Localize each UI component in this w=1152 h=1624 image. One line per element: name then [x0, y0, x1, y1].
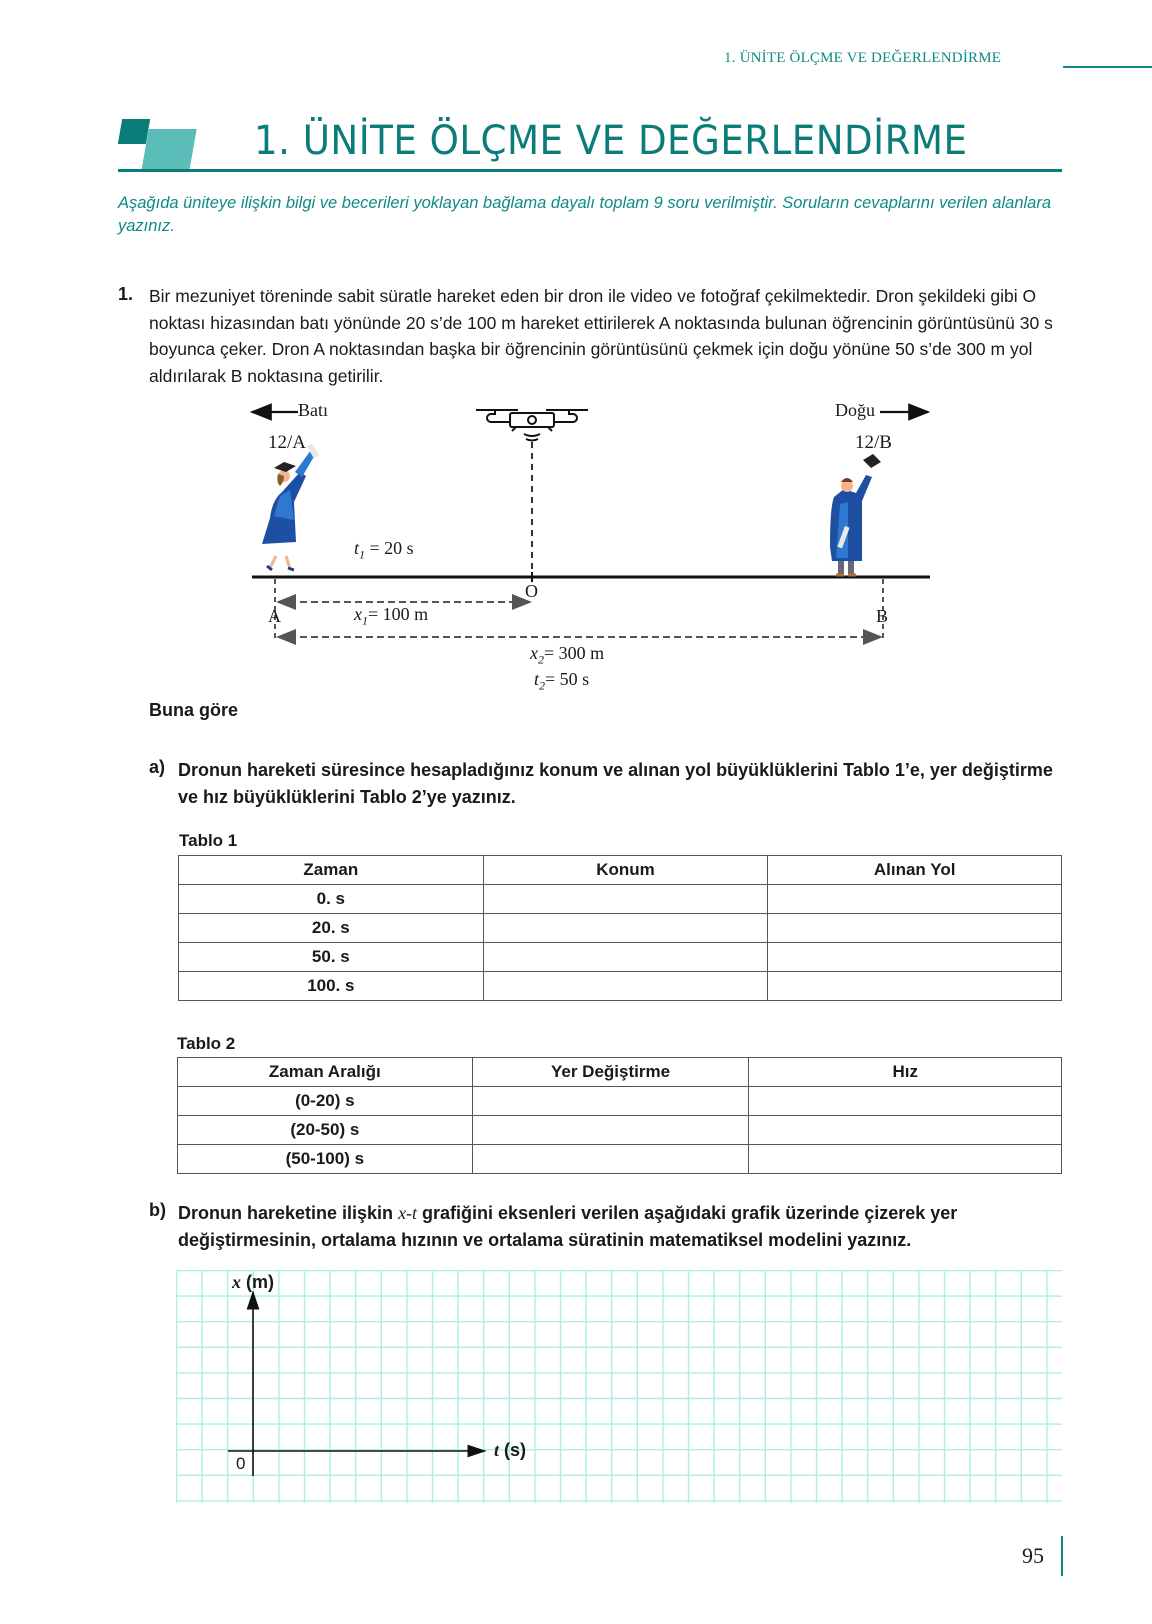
distance-answer-cell[interactable] [768, 885, 1062, 914]
question-text: Bir mezuniyet töreninde sabit süratle hareket eden bir dron ile video ve fotoğraf çekilmektedir. Dron şekildeki gibi O noktası hizasından batı yönünde 20 s’de 100 m hareket ettirilerek A noktasında bulunan öğrencinin görüntüsünü 30 s boyunca çeker. Dron A noktasından başka bir öğrencinin görüntüsünü çekmek için doğu yönüne 50 s’de 300 m yol aldırılarak B noktasına getirilir. [149, 286, 1053, 386]
position-answer-cell[interactable] [483, 972, 768, 1001]
part-b-text: Dronun hareketine ilişkin x-t grafiğini eksenleri verilen aşağıdaki grafik üzerinde çizerek yer değiştirmesinin, ortalama hızının ve ortalama süratinin matematiksel modelini yazınız. [178, 1203, 958, 1250]
part-a-text: Dronun hareketi süresince hesapladığınız konum ve alınan yol büyüklüklerini Tablo 1’e, yer değiştirme ve hız büyüklüklerini Tablo 2’ye yazınız. [178, 760, 1053, 807]
table1 [178, 855, 1062, 1001]
table1-caption: Tablo 1 [179, 831, 238, 850]
t1-label: $t_1 = 20$ s [354, 538, 414, 562]
table2 [177, 1057, 1062, 1174]
table-header: Zaman [179, 856, 484, 885]
x1-label: $x_1= 100$ m [354, 604, 429, 628]
interval-cell: (0-20) s [178, 1087, 473, 1116]
displacement-answer-cell[interactable] [472, 1087, 749, 1116]
x2-label: $x_2= 300$ m [530, 643, 605, 667]
class-b-label: 12/B [855, 432, 892, 453]
page-title: 1. ÜNİTE ÖLÇME VE DEĞERLENDİRME [254, 118, 968, 164]
page-number-bar [1061, 1536, 1063, 1576]
table-header-row [179, 856, 1062, 885]
time-cell: 50. s [179, 943, 484, 972]
origin-label: O [525, 581, 538, 601]
t2-label: $t_2= 50$ s [534, 669, 590, 693]
table-row [179, 885, 1062, 914]
graduate-girl-icon [262, 443, 319, 570]
running-header-rule [1063, 66, 1152, 68]
table-row [178, 1087, 1062, 1116]
table2-caption: Tablo 2 [177, 1034, 236, 1053]
drone-icon [476, 410, 588, 441]
table-header: Konum [483, 856, 768, 885]
position-answer-cell[interactable] [483, 885, 768, 914]
intro-text: Aşağıda üniteye ilişkin bilgi ve becerileri yoklayan bağlama dayalı toplam 9 soru verilmiştir. Soruların cevaplarını verilen alanlara yazınız. [118, 194, 1052, 235]
table-header: Yer Değiştirme [472, 1058, 749, 1087]
title-mark-light-icon [141, 129, 196, 171]
distance-answer-cell[interactable] [768, 943, 1062, 972]
west-label: Batı [298, 400, 328, 420]
table-header-row [178, 1058, 1062, 1087]
point-b-label: B [876, 606, 889, 626]
displacement-answer-cell[interactable] [472, 1116, 749, 1145]
graph-area[interactable] [176, 1270, 1062, 1503]
distance-answer-cell[interactable] [768, 972, 1062, 1001]
position-answer-cell[interactable] [483, 914, 768, 943]
table-row [179, 972, 1062, 1001]
east-label: Doğu [835, 400, 875, 420]
table-row [179, 943, 1062, 972]
page-number: 95 [1022, 1543, 1044, 1568]
table-row [179, 914, 1062, 943]
velocity-answer-cell[interactable] [749, 1087, 1062, 1116]
interval-cell: (20-50) s [178, 1116, 473, 1145]
velocity-answer-cell[interactable] [749, 1145, 1062, 1174]
part-b-label: b) [149, 1200, 166, 1220]
table-header: Hız [749, 1058, 1062, 1087]
running-header: 1. ÜNİTE ÖLÇME VE DEĞERLENDİRME [724, 50, 1002, 66]
graduate-boy-icon [830, 454, 881, 575]
interval-cell: (50-100) s [178, 1145, 473, 1174]
table-header: Zaman Aralığı [178, 1058, 473, 1087]
table-row [178, 1145, 1062, 1174]
distance-answer-cell[interactable] [768, 914, 1062, 943]
xt-math: x-t [398, 1203, 418, 1223]
origin-label: 0 [236, 1454, 246, 1473]
displacement-answer-cell[interactable] [472, 1145, 749, 1174]
time-cell: 0. s [179, 885, 484, 914]
buna-gore-label: Buna göre [149, 700, 239, 720]
table-header: Alınan Yol [768, 856, 1062, 885]
part-a-label: a) [149, 757, 166, 777]
velocity-answer-cell[interactable] [749, 1116, 1062, 1145]
table-row [178, 1116, 1062, 1145]
point-a-label: A [268, 606, 281, 626]
y-axis-label: x (m) [232, 1272, 275, 1292]
class-a-label: 12/A [268, 432, 306, 453]
motion-diagram [240, 396, 940, 696]
title-rule [118, 169, 1062, 172]
title-mark-dark-icon [118, 119, 150, 144]
x-axis-label: t (s) [494, 1440, 527, 1460]
time-cell: 20. s [179, 914, 484, 943]
time-cell: 100. s [179, 972, 484, 1001]
position-answer-cell[interactable] [483, 943, 768, 972]
graph-grid [176, 1270, 1062, 1503]
question-number: 1. [118, 284, 134, 304]
